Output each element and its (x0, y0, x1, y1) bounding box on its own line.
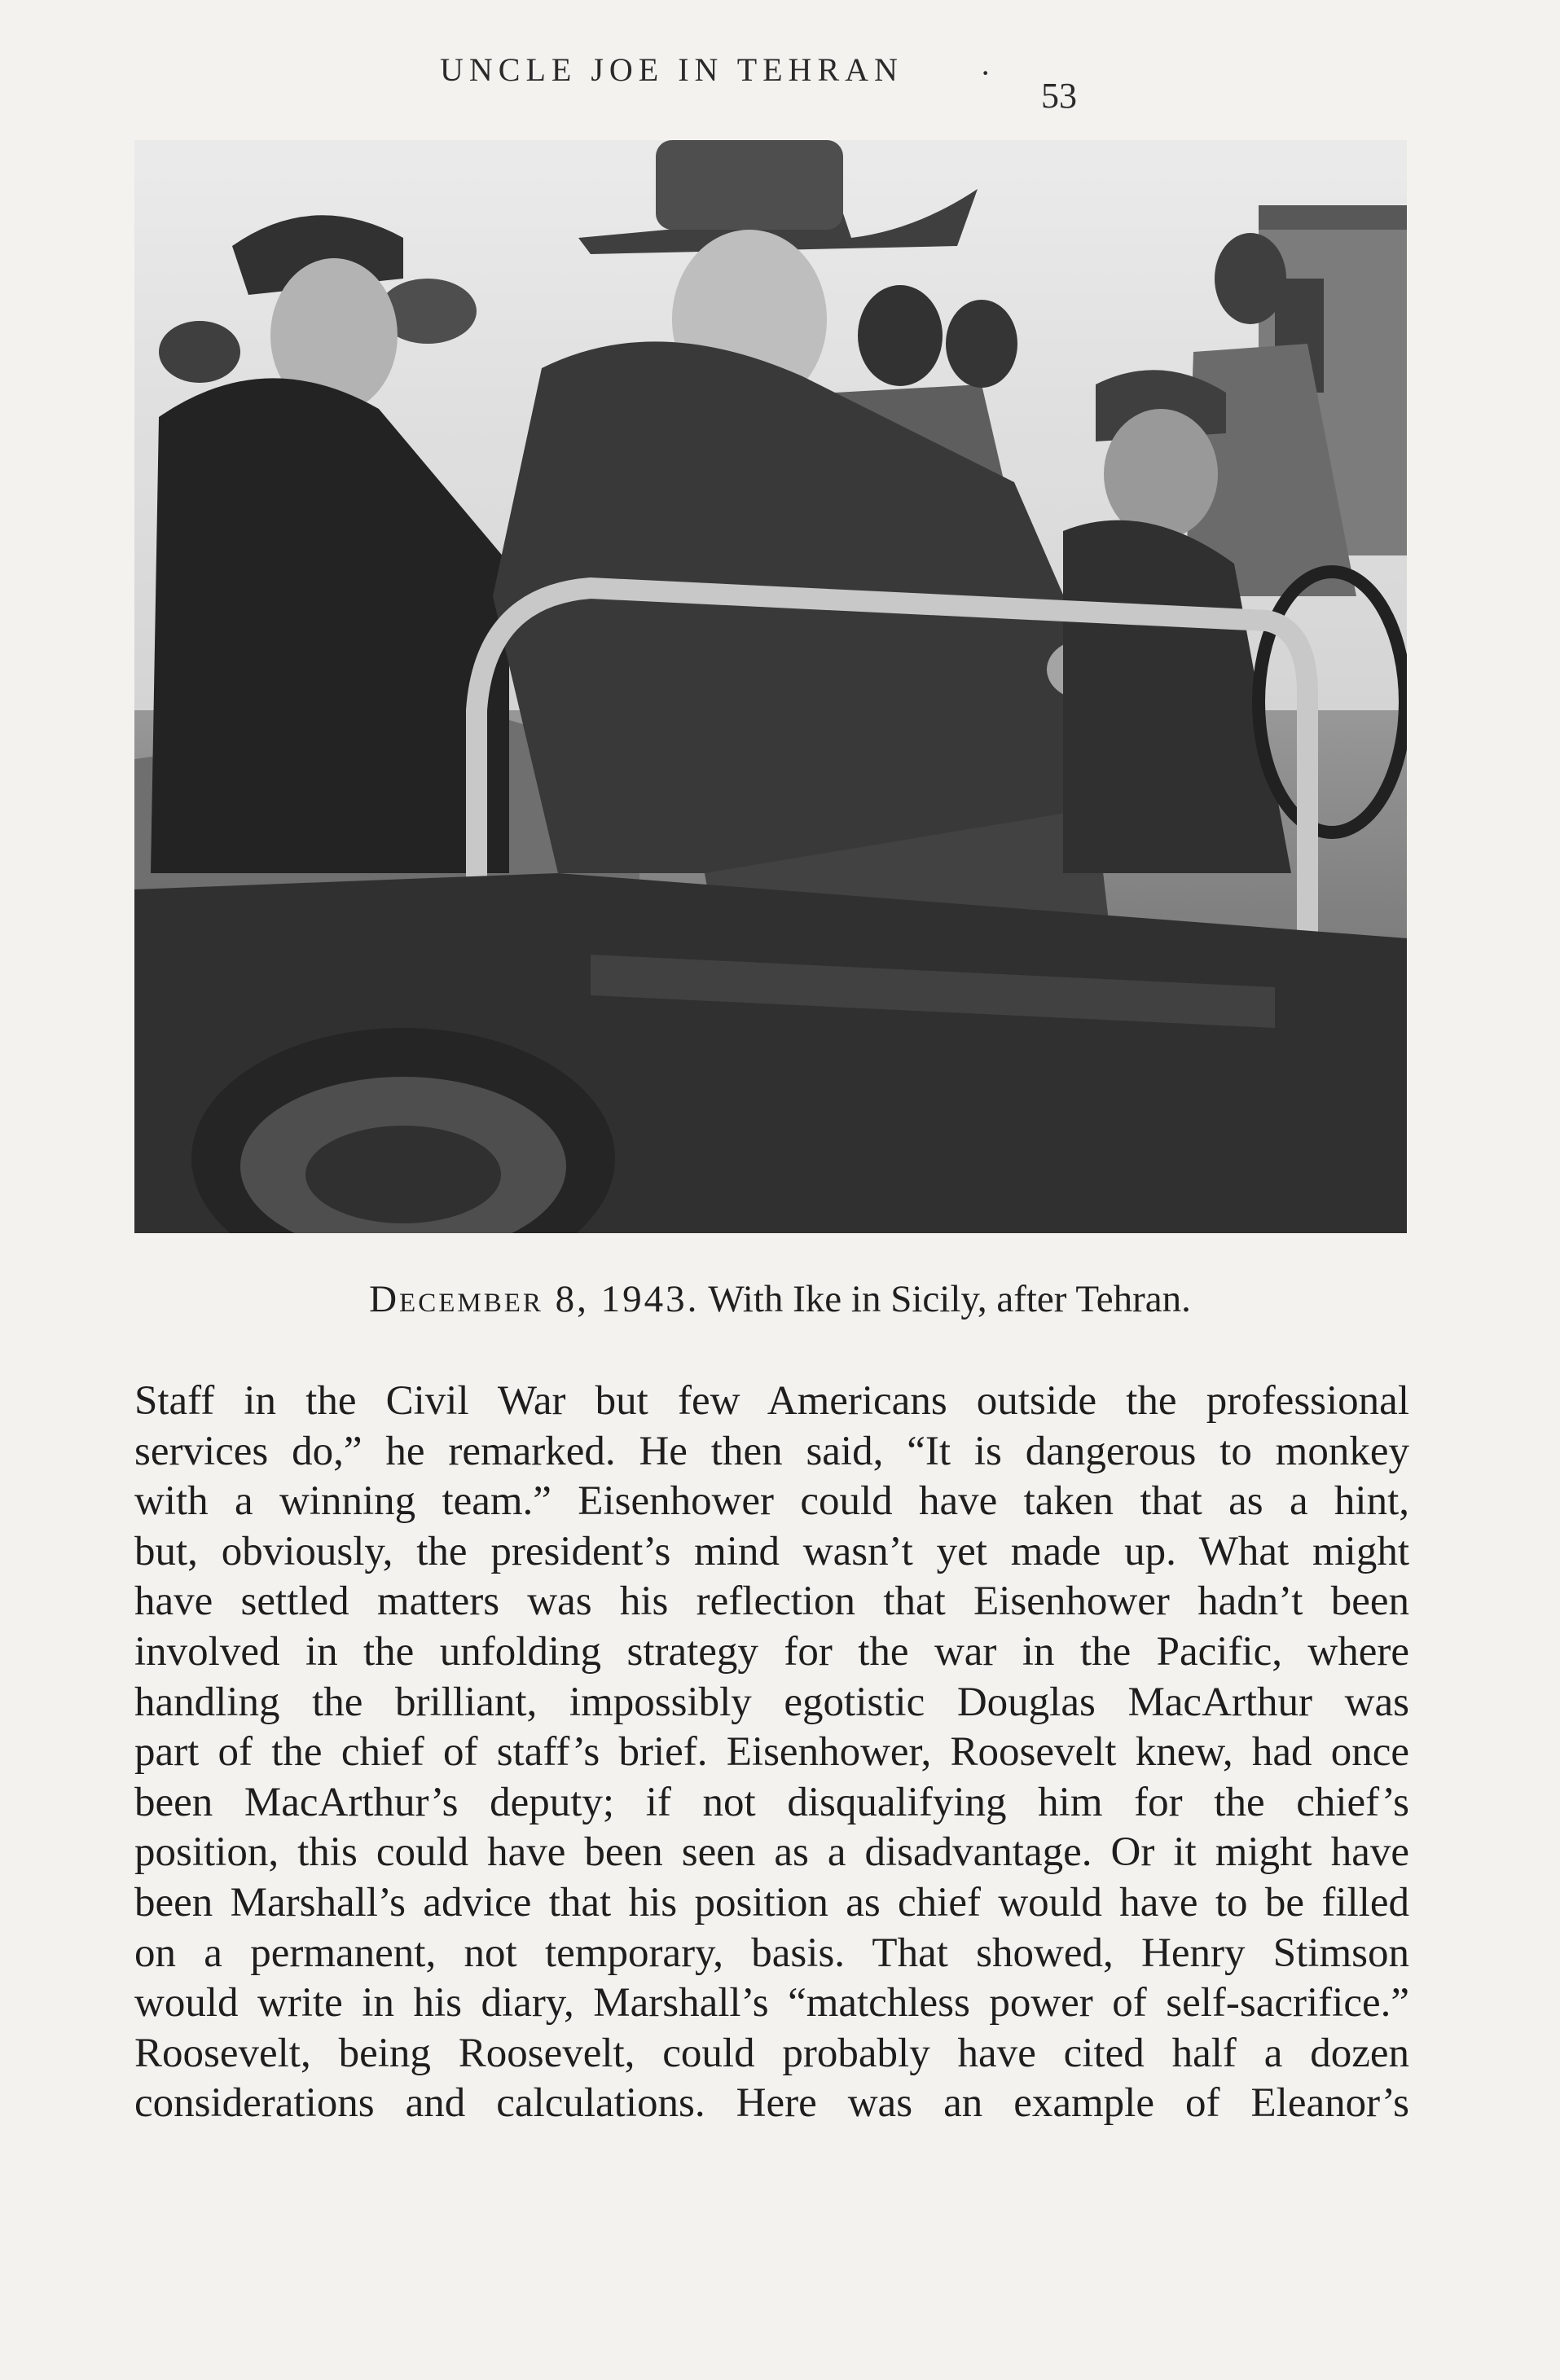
text-line: with a winning team.” Eisenhower could have taken that as a hint, (134, 1478, 1409, 1525)
text-line: position, this could have been seen as a disadvantage. Or it might have (134, 1829, 1409, 1876)
text-line: would write in his diary, Marshall’s “matchless power of self-sacrifice.” (134, 1980, 1409, 2027)
caption-text: With Ike in Sicily, after Tehran. (708, 1278, 1191, 1320)
running-head-title: UNCLE JOE IN TEHRAN (440, 51, 903, 88)
text-line: handling the brilliant, impossibly egotistic Douglas MacArthur was (134, 1679, 1409, 1725)
text-line: but, obviously, the president’s mind wasn’t yet made up. What might (134, 1528, 1409, 1574)
text-line: been Marshall’s advice that his position as chief would have to be filled (134, 1879, 1409, 1926)
text-line: services do,” he remarked. He then said, “It is dangerous to monkey (134, 1428, 1409, 1474)
text-line: have settled matters was his reflection that Eisenhower hadn’t been (134, 1579, 1409, 1625)
text-line: on a permanent, not temporary, basis. That showed, Henry Stimson (134, 1930, 1409, 1976)
body-paragraph (134, 1377, 1409, 2129)
caption-date: December 8, 1943. (369, 1278, 700, 1320)
historical-photograph (134, 140, 1407, 1233)
text-line: involved in the unfolding strategy for the war in the Pacific, where (134, 1628, 1409, 1675)
running-head-separator: · (980, 55, 991, 91)
text-line: Staff in the Civil War but few Americans outside the professional (134, 1378, 1409, 1424)
photo-caption (0, 1277, 1560, 1321)
text-line: considerations and calculations. Here was an example of Eleanor’s (134, 2080, 1409, 2127)
text-line: part of the chief of staff’s brief. Eisenhower, Roosevelt knew, had once (134, 1729, 1409, 1776)
photo-illustration (134, 140, 1407, 1233)
page-number: 53 (1041, 76, 1077, 116)
text-line: been MacArthur’s deputy; if not disqualifying him for the chief’s (134, 1779, 1409, 1825)
text-line: Roosevelt, being Roosevelt, could probably have cited half a dozen (134, 2030, 1409, 2076)
